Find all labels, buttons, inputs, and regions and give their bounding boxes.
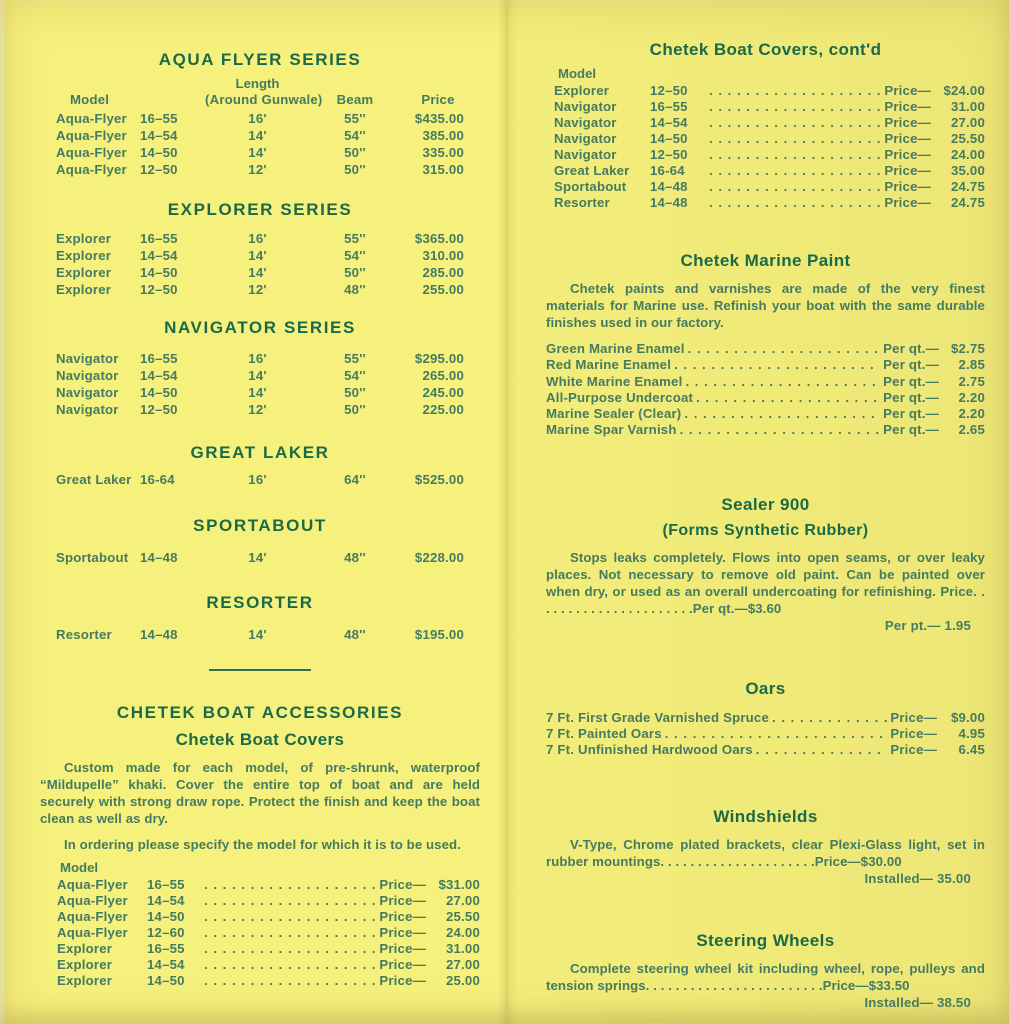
price-list-row	[546, 179, 985, 195]
cell-beam: 48''	[344, 282, 366, 297]
row-price-amount: 31.00	[950, 99, 985, 114]
row-price-label: Per qt.—	[883, 422, 939, 438]
row-price-label: Price—	[884, 115, 931, 130]
cell-beam: 54''	[344, 368, 366, 383]
cell-beam: 54''	[344, 128, 366, 143]
cell-price: $525.00	[414, 472, 464, 487]
row-price-amount: 24.00	[950, 147, 985, 162]
cell-model: Explorer	[56, 282, 112, 297]
cell-beam: 50''	[344, 145, 366, 160]
cell-length: 14'	[248, 368, 267, 383]
steering-installed-line: Installed— 38.50	[864, 994, 971, 1010]
cell-model-number: 14–50	[140, 265, 178, 280]
cell-length: 12'	[248, 282, 267, 297]
cell-model-number: 12–50	[140, 162, 178, 177]
table-row	[40, 161, 480, 178]
section-navigator-series	[40, 318, 480, 418]
cell-price: 255.00	[422, 282, 464, 297]
cell-length: 14'	[248, 128, 267, 143]
covers-price-list	[40, 877, 480, 989]
cell-beam: 48''	[344, 627, 366, 642]
dot-leader	[709, 83, 881, 99]
row-model: Explorer	[554, 83, 610, 98]
table-row	[40, 549, 480, 566]
cell-model: Explorer	[56, 248, 112, 263]
cell-beam: 55''	[344, 351, 366, 366]
price-list-row	[546, 357, 985, 373]
price-list-row	[546, 147, 985, 163]
cell-model-number: 16–55	[140, 231, 178, 246]
windshields-installed-line: Installed— 35.00	[864, 870, 971, 886]
dot-leader	[204, 941, 376, 957]
row-price-amount: $2.75	[950, 341, 985, 356]
row-model-number: 14–50	[147, 973, 185, 988]
section-steering-wheels	[546, 931, 985, 1011]
row-model: Aqua-Flyer	[57, 877, 128, 892]
price-list-row	[40, 925, 480, 941]
table-header-row	[40, 91, 480, 108]
oars-title: Oars	[745, 678, 786, 698]
dot-leader	[709, 179, 881, 195]
cell-model: Resorter	[56, 627, 112, 642]
price-list-row	[546, 163, 985, 179]
cell-length: 12'	[248, 402, 267, 417]
section-resorter	[40, 593, 480, 643]
row-price-label: Per qt.—	[883, 341, 939, 356]
row-model-number: 16–55	[147, 877, 185, 892]
row-price-label: Price—	[890, 709, 937, 725]
table-row	[40, 384, 480, 401]
row-model: Navigator	[554, 115, 617, 130]
price-list-row	[546, 726, 985, 742]
cell-beam: 54''	[344, 248, 366, 263]
row-model-number: 12–50	[650, 147, 688, 162]
model-column-label: Model	[60, 860, 99, 875]
row-model: Aqua-Flyer	[57, 925, 128, 940]
cell-beam: 50''	[344, 385, 366, 400]
cell-price: 245.00	[422, 385, 464, 400]
cell-price: $435.00	[414, 111, 464, 126]
section-boat-accessories	[40, 703, 480, 989]
dot-leader	[688, 341, 881, 357]
row-price-amount: $31.00	[438, 877, 480, 892]
row-item: 7 Ft. Painted Oars	[546, 726, 662, 742]
row-price-amount: 25.00	[445, 973, 480, 988]
row-price-amount: 24.75	[950, 195, 985, 210]
row-model: Explorer	[57, 957, 113, 972]
dot-leader	[680, 422, 881, 438]
row-price-amount: 25.50	[445, 909, 480, 924]
price-list-row	[546, 341, 985, 357]
series-title: RESORTER	[206, 593, 314, 612]
dot-leader	[684, 406, 880, 422]
cell-beam: 55''	[344, 231, 366, 246]
row-model: Aqua-Flyer	[57, 909, 128, 924]
row-price-label: Price—	[379, 925, 426, 940]
section-great-laker	[40, 443, 480, 488]
row-item: Red Marine Enamel	[546, 357, 672, 373]
cell-model-number: 14–50	[140, 385, 178, 400]
series-title: EXPLORER SERIES	[167, 200, 353, 219]
cell-model-number: 14–48	[140, 550, 178, 565]
cell-model: Great Laker	[56, 472, 132, 487]
cell-model-number: 14–54	[140, 248, 178, 263]
cell-model: Navigator	[56, 402, 119, 417]
price-list-row	[546, 710, 985, 726]
cell-model: Aqua-Flyer	[56, 128, 127, 143]
col-header-model: Model	[70, 92, 110, 107]
table-row	[40, 264, 480, 281]
series-title: AQUA FLYER SERIES	[158, 50, 362, 69]
cell-length: 14'	[248, 385, 267, 400]
series-title: SPORTABOUT	[193, 516, 327, 535]
dot-leader	[709, 99, 881, 115]
price-list-row	[546, 422, 985, 438]
price-list-row	[546, 406, 985, 422]
row-price-label: Price—	[884, 179, 931, 194]
cell-beam: 48''	[344, 550, 366, 565]
row-model-number: 16–55	[147, 941, 185, 956]
dot-leader	[709, 115, 881, 131]
section-covers-contd	[546, 40, 985, 211]
cell-price: 285.00	[422, 265, 464, 280]
windshields-paragraph: V-Type, Chrome plated brackets, clear Plexi-Glass light, set in rubber mountings. . . . . . . . . . . . . . . . . . . . .Price—$30.00	[546, 836, 985, 869]
cell-length: 16'	[248, 472, 267, 487]
boat-covers-title: Chetek Boat Covers	[175, 730, 345, 749]
section-explorer-series	[40, 200, 480, 298]
sealer-paragraph: Stops leaks completely. Flows into open seams, or over leaky places. Not necessary to remove old paint. Can be painted over when dry, or used as an overall undercoating for refinishing. Price. . . . . . . . . . . . . . . . . . . . . .Per qt.—$3.60	[546, 549, 985, 616]
dot-leader	[204, 877, 376, 893]
row-model: Aqua-Flyer	[57, 893, 128, 908]
row-model-number: 14–54	[650, 115, 688, 130]
dot-leader	[204, 973, 376, 989]
dot-leader	[709, 131, 881, 147]
cell-model: Sportabout	[56, 550, 129, 565]
marine-paint-paragraph: Chetek paints and varnishes are made of the very finest materials for Marine use. Refinish your boat with the same durable finishes used in our factory.	[546, 281, 985, 330]
row-price-label: Per qt.—	[883, 389, 939, 405]
cell-price: 225.00	[422, 402, 464, 417]
cell-length: 12'	[248, 162, 267, 177]
dot-leader	[204, 925, 376, 941]
row-model-number: 14–50	[650, 131, 688, 146]
row-price-amount: 2.85	[958, 357, 985, 373]
cell-model: Aqua-Flyer	[56, 162, 127, 177]
table-row	[40, 230, 480, 247]
row-price-label: Per qt.—	[883, 357, 939, 373]
sealer-title: Sealer 900	[721, 494, 810, 514]
dot-leader	[709, 147, 881, 163]
dot-leader	[674, 357, 880, 373]
price-list-row	[40, 973, 480, 989]
dot-leader	[696, 390, 880, 406]
cell-model-number: 12–50	[140, 282, 178, 297]
cell-length: 14'	[248, 145, 267, 160]
cell-model-number: 16–55	[140, 351, 178, 366]
cell-model-number: 16-64	[140, 472, 175, 487]
cell-beam: 50''	[344, 162, 366, 177]
row-price-amount: 27.00	[950, 115, 985, 130]
price-list-row	[546, 83, 985, 99]
series-title: GREAT LAKER	[190, 443, 330, 462]
row-price-label: Price—	[379, 909, 426, 924]
cell-model: Explorer	[56, 231, 112, 246]
row-model-number: 14–54	[147, 957, 185, 972]
cell-model: Aqua-Flyer	[56, 111, 127, 126]
cell-price: 310.00	[422, 248, 464, 263]
series-rows	[40, 350, 480, 418]
price-list-row	[546, 742, 985, 758]
row-model: Navigator	[554, 147, 617, 162]
price-list-row	[546, 195, 985, 211]
cell-model: Navigator	[56, 368, 119, 383]
marine-paint-title: Chetek Marine Paint	[680, 251, 851, 270]
row-model-number: 16–55	[650, 99, 688, 114]
row-price-amount: 24.00	[445, 925, 480, 940]
row-price-label: Price—	[884, 99, 931, 114]
row-price-amount: 2.65	[958, 422, 985, 438]
cell-model: Aqua-Flyer	[56, 145, 127, 160]
series-rows	[40, 110, 480, 178]
cell-length: 16'	[248, 351, 267, 366]
covers-paragraph-1: Custom made for each model, of pre-shrunk, waterproof “Mildupelle” khaki. Cover the entire top of boat and are held securely with strong draw rope. Protect the finish and keep the boat clean as well as dry.	[40, 760, 480, 826]
oars-price-list	[546, 710, 985, 759]
dot-leader	[709, 163, 881, 179]
price-list-row	[40, 893, 480, 909]
price-list-row	[40, 877, 480, 893]
covers-contd-price-list	[546, 83, 985, 211]
row-model: Resorter	[554, 195, 610, 210]
row-price-amount: 4.95	[958, 726, 985, 742]
row-price-amount: 25.50	[950, 131, 985, 146]
dot-leader	[685, 374, 880, 390]
row-model: Navigator	[554, 131, 617, 146]
cell-beam: 55''	[344, 111, 366, 126]
price-list-row	[40, 909, 480, 925]
cell-model-number: 16–55	[140, 111, 178, 126]
section-divider-rule	[209, 669, 311, 671]
dot-leader	[772, 710, 887, 726]
table-header-length: Length	[235, 76, 280, 91]
cell-model: Explorer	[56, 265, 112, 280]
section-windshields	[546, 807, 985, 887]
row-model: Navigator	[554, 99, 617, 114]
row-model: Sportabout	[554, 179, 627, 194]
cell-price: 265.00	[422, 368, 464, 383]
price-list-row	[546, 99, 985, 115]
table-row	[40, 367, 480, 384]
cell-price: $195.00	[414, 627, 464, 642]
row-item: 7 Ft. Unfinished Hardwood Oars	[546, 742, 753, 758]
row-model: Explorer	[57, 941, 113, 956]
row-price-amount: 2.75	[958, 373, 985, 389]
series-rows	[40, 230, 480, 298]
right-page-column	[505, 0, 1009, 1024]
series-rows	[40, 626, 480, 643]
row-item: All-Purpose Undercoat	[546, 389, 694, 405]
row-price-label: Price—	[379, 877, 426, 892]
row-price-amount: 24.75	[950, 179, 985, 194]
row-model-number: 14–48	[650, 195, 688, 210]
cell-model-number: 14–50	[140, 145, 178, 160]
table-row	[40, 626, 480, 643]
row-price-label: Price—	[379, 973, 426, 988]
price-list-row	[546, 390, 985, 406]
cell-length: 14'	[248, 248, 267, 263]
row-model-number: 14–50	[147, 909, 185, 924]
row-item: 7 Ft. First Grade Varnished Spruce	[546, 709, 769, 725]
row-price-amount: 2.20	[958, 406, 985, 422]
table-row	[40, 471, 480, 488]
cell-beam: 64''	[344, 472, 366, 487]
dot-leader	[204, 893, 376, 909]
table-row	[40, 350, 480, 367]
section-sealer-900	[546, 495, 985, 634]
row-price-label: Price—	[379, 957, 426, 972]
cell-length: 14'	[248, 550, 267, 565]
cell-model: Navigator	[56, 385, 119, 400]
row-price-amount: 2.20	[958, 389, 985, 405]
price-list-row	[546, 131, 985, 147]
section-aqua-flyer-series	[40, 50, 480, 178]
section-sportabout	[40, 516, 480, 566]
row-price-label: Price—	[884, 83, 931, 98]
model-column-label: Model	[558, 66, 597, 81]
row-model: Great Laker	[554, 163, 630, 178]
row-price-amount: 6.45	[958, 742, 985, 758]
table-row	[40, 110, 480, 127]
row-price-label: Price—	[379, 941, 426, 956]
covers-contd-title: Chetek Boat Covers, cont'd	[649, 40, 882, 59]
row-model-number: 16-64	[650, 163, 685, 178]
row-price-amount: 31.00	[445, 941, 480, 956]
dot-leader	[709, 195, 881, 211]
series-rows	[40, 549, 480, 566]
row-item: Marine Spar Varnish	[546, 422, 677, 438]
cell-beam: 50''	[344, 402, 366, 417]
cell-price: $295.00	[414, 351, 464, 366]
section-marine-paint	[546, 251, 985, 439]
row-price-label: Price—	[884, 195, 931, 210]
dot-leader	[665, 726, 888, 742]
row-model-number: 14–54	[147, 893, 185, 908]
price-list-row	[40, 941, 480, 957]
row-item: White Marine Enamel	[546, 373, 683, 389]
steering-paragraph: Complete steering wheel kit including wheel, rope, pulleys and tension springs. . . . . . . . . . . . . . . . . . . . . . . .Price—$33.50	[546, 960, 985, 993]
cell-model-number: 14–54	[140, 128, 178, 143]
cell-model-number: 12–50	[140, 402, 178, 417]
table-row	[40, 247, 480, 264]
dot-leader	[756, 742, 888, 758]
row-item: Marine Sealer (Clear)	[546, 406, 682, 422]
cell-length: 16'	[248, 231, 267, 246]
series-title: NAVIGATOR SERIES	[164, 318, 356, 337]
price-list-row	[546, 374, 985, 390]
row-price-label: Per qt.—	[883, 373, 939, 389]
row-model: Explorer	[57, 973, 113, 988]
row-model-number: 14–48	[650, 179, 688, 194]
cell-price: 315.00	[422, 162, 464, 177]
price-list-row	[546, 115, 985, 131]
table-row	[40, 127, 480, 144]
cell-model-number: 14–54	[140, 368, 178, 383]
covers-paragraph-2: In ordering please specify the model for which it is to be used.	[64, 837, 461, 852]
row-price-label: Price—	[884, 163, 931, 178]
table-row	[40, 401, 480, 418]
cell-price: 335.00	[422, 145, 464, 160]
row-item: Green Marine Enamel	[546, 341, 685, 356]
cell-model-number: 14–48	[140, 627, 178, 642]
dot-leader	[204, 957, 376, 973]
row-price-amount: 27.00	[445, 957, 480, 972]
sealer-subtitle: (Forms Synthetic Rubber)	[662, 521, 869, 539]
cell-length: 14'	[248, 265, 267, 280]
marine-paint-price-list	[546, 341, 985, 439]
cell-model: Navigator	[56, 351, 119, 366]
row-price-amount: $24.00	[943, 83, 985, 98]
cell-price: $365.00	[414, 231, 464, 246]
row-price-label: Price—	[890, 726, 937, 742]
col-header-beam: Beam	[336, 92, 374, 107]
row-price-label: Price—	[884, 147, 931, 162]
steering-title: Steering Wheels	[696, 930, 835, 950]
row-price-label: Price—	[379, 893, 426, 908]
price-list-row	[40, 957, 480, 973]
row-price-label: Price—	[884, 131, 931, 146]
section-oars	[546, 679, 985, 759]
col-header-gunwale: (Around Gunwale)	[205, 92, 323, 107]
row-price-amount: 35.00	[950, 163, 985, 178]
accessories-title: CHETEK BOAT ACCESSORIES	[116, 703, 404, 722]
dot-leader	[204, 909, 376, 925]
row-model-number: 12–60	[147, 925, 185, 940]
row-price-label: Per qt.—	[883, 406, 939, 422]
cell-price: $228.00	[414, 550, 464, 565]
table-row	[40, 144, 480, 161]
col-header-price: Price	[421, 92, 455, 107]
cell-price: 385.00	[422, 128, 464, 143]
sealer-pint-price-line: Per pt.— 1.95	[884, 617, 971, 633]
cell-beam: 50''	[344, 265, 366, 280]
row-price-label: Price—	[890, 742, 937, 758]
row-model-number: 12–50	[650, 83, 688, 98]
row-price-amount: $9.00	[950, 709, 985, 725]
cell-length: 14'	[248, 627, 267, 642]
row-price-amount: 27.00	[445, 893, 480, 908]
series-rows	[40, 471, 480, 488]
windshields-title: Windshields	[713, 806, 818, 826]
cell-length: 16'	[248, 111, 267, 126]
table-row	[40, 281, 480, 298]
